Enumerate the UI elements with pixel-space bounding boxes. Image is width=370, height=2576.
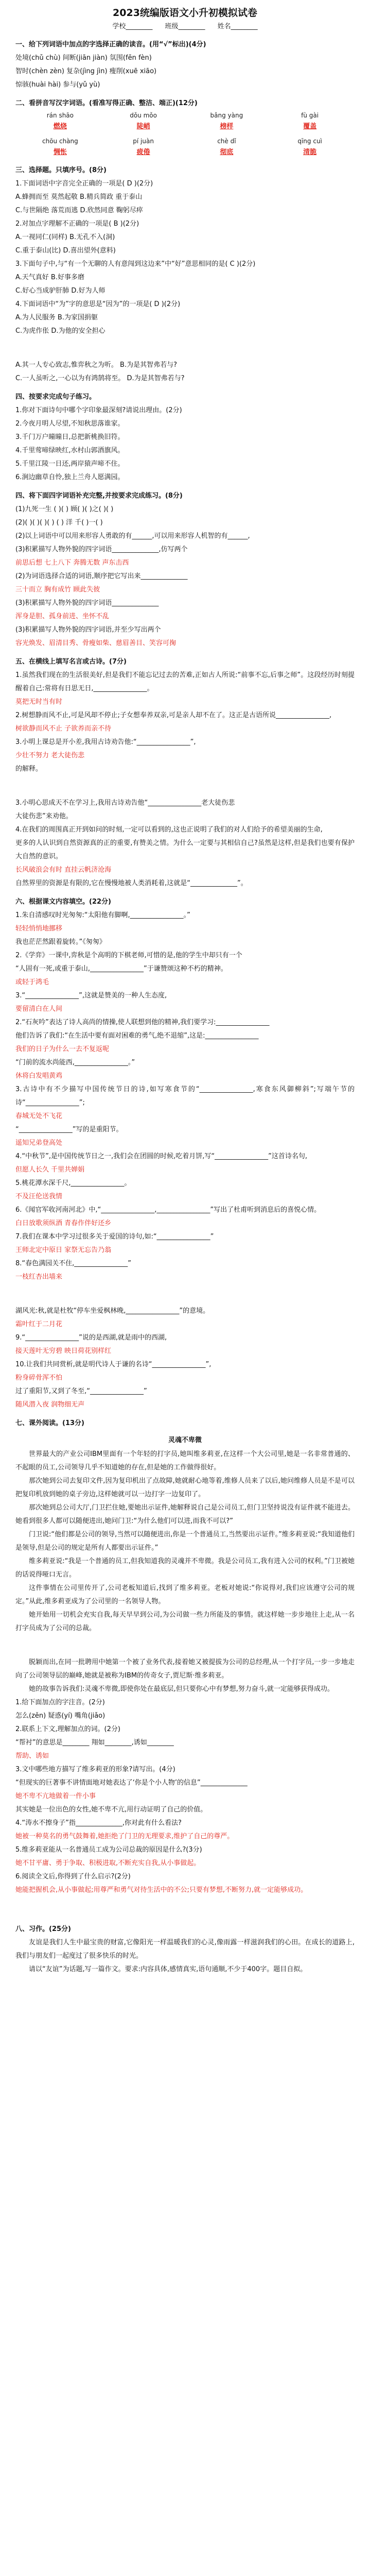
question: 3.“________________”,这就是赞美的一种人生态度, [15,992,167,999]
name-field: 姓名________ [217,23,258,30]
pinyin-row-2 [15,136,355,146]
section-3-heading: 三、选择题。只填序号。(8分) [15,166,107,174]
answer-text: 王师北定中原日 家祭无忘告乃翁 [15,1246,112,1254]
question: 2.“石灰吟”表达了诗人高尚的情操,使人联想到他的精神,我们要学习:________________ [15,1019,270,1026]
option-line: A.一视同仁(同样) B.无孔不入(洞) [15,233,115,241]
question: 3.下面句子中,与“有一个无聊的人有意闯到这边来”中“好”意思相同的是( C )(2分) [15,260,256,268]
question: (2)为词语选择合适的词语,顺序把它写出来______________ [15,572,188,580]
answer-text: 随风潜入夜 润物细无声 [15,1401,85,1409]
question: 其实她是一位出色的女性,她不卑不亢,用行动证明了自己的价值。 [15,1806,207,1814]
poem-line: 6.涧边幽草自怜,独上兰舟人愿满园。 [15,473,125,481]
answer-word: 惆怅 [53,148,67,156]
class-field: 班级________ [165,23,205,30]
story-title: 灵魂不卑微 [168,1436,202,1444]
answer-text: 长风破浪会有时 直挂云帆济沧海 [15,866,112,874]
question: 4.在我们的周围真正开到如问的时刻,一定可以看到的,这也正说明了我们的对人们给予的希望美丽的生命, [15,826,323,834]
answer-text: 一枝红杏出墙来 [15,1273,63,1281]
story-paragraph: 她的故事告诉我们:灵魂不卑微,即使你处在最底层,但只要你心中有梦想,努力奋斗,就一定能够获得成功。 [29,1685,334,1693]
option-line: A.蜂拥而至 莫然起敬 B.精兵简政 重于泰山 [15,193,143,201]
answer-text: 要留清白在人间 [15,1005,63,1013]
poem-line: 2.今夜月明人尽望,不知秋思落谁家。 [15,420,125,428]
answer-row-1 [15,121,355,133]
pinyin: rán shāo [46,112,74,119]
option-line: C.为虎作伥 D.为他的安全担心 [15,327,105,335]
poem-line: 3.千门万户曈曈日,总把新桃换旧符。 [15,433,125,441]
question: “但现实的巨著事不讲情面地对她表达了‘你是个小人物’的信息”______________ [15,1779,248,1787]
question: 3.小明上课总是开小差,我用古诗劝告他:“________________”, [15,738,196,746]
question: 的解释。 [15,765,43,773]
question: 7.我们在课本中学习过很多关于爱国的诗句,如:“________________” [15,1233,214,1241]
section-4-heading: 四、按要求完成句子练习。 [15,393,96,401]
answer-text: 她被一种莫名的勇气鼓舞着,她拒绝了门卫的无理要求,维护了自己的尊严。 [15,1833,234,1840]
question: 8.“春色满园关不住,________________” [15,1260,132,1267]
pinyin: chōu chàng [42,138,78,145]
answer-text: 帮助、诱如 [15,1752,49,1760]
answer-row-2 [15,146,355,159]
answer-text: 霜叶红于二月花 [15,1320,63,1328]
question: 2.《学弈》一课中,弈秋是个高明的下棋老师,可惜的是,他的学生中却只有一个 [15,952,242,959]
option-line: C.好心当成驴肝肺 D.好为人师 [15,287,105,295]
question: 更多的人认识到自然资源真的正的重要,有赞美之情。为什么一定要与其相信自己?虽然是这样,但是我们也要有保护大自然的意识。 [15,839,355,860]
school-field: 学校________ [112,23,153,30]
answer-text: 她能把握机会,从小事做起;用尊严和勇气对待生活中的不公;只要有梦想,不断努力,就一定能够成功。 [15,1886,308,1894]
question: 3.古诗中有不少描写中国传统节日的诗,如写寒食节的“________________,寒食东风御柳斜”;写端午节的诗“________________”; [15,1086,355,1107]
answer-word: 燃烧 [53,123,67,130]
answer-word: 陡峭 [136,123,150,130]
student-info [15,21,355,33]
story-paragraph: 世界最大的产业公司IBM里面有一个年轻的打字员,她叫维多莉亚,在这样一个大公司里,她是一名非常普通的、不起眼的员工,公司领导几乎不知道她的存在,但是她的工作做得很好。 [15,1450,355,1471]
question: (3)积累描写人物外貌的四字词语,并至少写出两个 [15,626,161,634]
question: 湖风光:秋,就是杜牧“停车坐爱枫林晚,________________”的意境。 [15,1307,210,1315]
section-1-heading: 一、给下列词语中加点的字选择正确的读音。(用“√”标出)(4分) [15,41,206,48]
question: 5.桃花潭水深千尺,________________。 [15,1179,131,1187]
question: 1.朱自清感叹时光匆匆:“太阳他有脚啊,________________。” [15,911,190,919]
essay-prompt: 友谊是我们人生中最宝贵的财富,它像阳光一样温暖我们的心灵,像雨露一样滋润我们的心田。在成长的道路上,我们与朋友们一起度过了很多快乐的时光。 [15,1939,355,1960]
answer-text: 春城无处不飞花 [15,1112,63,1120]
question: 怎么(zěn) 疑惑(yí) 嘴角(jiǎo) [15,1712,105,1720]
section-7-heading: 六、根据课文内容填空。(22分) [15,898,111,906]
story-paragraph: 这件事情在公司里传开了,公司老板知道后,找到了维多莉亚。老板对她说:“你说得对,我们应该遵守公司的规定。”从此,维多莉亚成为了公司里的一名领导人物。 [15,1584,355,1605]
answer-text: 但愿人长久 千里共婵娟 [15,1166,85,1174]
poem-line: 5.千里江陵一日还,两岸猿声啼不住。 [15,460,125,468]
question: (2)( )( )( )( ) ( ) 洋 千( )一( ) [15,519,103,527]
question: (1)九死一生 ( )( ) 顾( )( )之( )( ) [15,505,114,513]
answer-text: 不及汪伦送我情 [15,1193,63,1200]
story-paragraph: 维多莉亚说:“我是一个普通的员工,但我知道我的灵魂并不卑微。我是公司员工,我有进入公司的权利。”门卫被她的话说得哑口无言。 [15,1557,355,1579]
question: “帮衬”的意思是________ 翔如________,诱如________ [15,1739,174,1747]
question: 3.文中哪些地方描写了维多莉亚的形象?请写出。(4分) [15,1766,175,1773]
section-9-heading: 八、习作。(25分) [15,1925,71,1933]
answer-text: 接天莲叶无穷碧 映日荷花别样红 [15,1347,112,1355]
question: 1.虽然我们现在的生活很美好,但是我们不能忘记过去的苦难,正如古人所说:“前事不忘,后事之师”。这段经历时刻提醒着自己:常将有日思无日,________________。 [15,671,355,692]
option-line: C.重于泰山(比) D.喜出望外(意料) [15,247,116,255]
s1-line: 处境(chǔ chù) 间断(jiān jiàn) 氛围(fēn fèn) [15,54,152,62]
question: 4.下面词语中“为”字的意思是“因为”的一项是( D )(2分) [15,300,181,308]
question: “门前的流水尚能西,________________。” [15,1059,135,1066]
poem-line: 4.千里莺啼绿映红,水村山郭酒旗风。 [15,447,125,454]
section-5-heading: 四、将下面四字词语补充完整,并按要求完成练习。(8分) [15,492,183,500]
story-paragraph: 那次她到总公司大厅,门卫拦住她,要她出示证件,她解释说自己是公司员工,但门卫坚持说没有证件就不能进去。她看到很多人都可以随便进出,她问门卫:“为什么他们可以进,而我不可以?” [15,1504,355,1525]
exam-title: 2023统编版语文小升初模拟试卷 [113,7,257,19]
question: 1.你对下面诗句中哪个字印象最深刻?请说出理由。(2分) [15,406,182,414]
question: 10.让我们共同赏析,就是明代诗人于谦的名诗“________________”, [15,1361,212,1368]
option-line: C.与世隔绝 落荒而逃 D.欣然同意 鞠躬尽瘁 [15,207,143,214]
question: 2.联系上下文,理解加点的词。(2分) [15,1725,120,1733]
story-paragraph: 那次她到公司去复印文件,因为复印机出了点故障,她就耐心地等着,维修人员来了以后,她问维修人员是不是可以把复印机放到她的桌子旁边,这样她就可以一边打字一边复印了。 [15,1477,355,1498]
answer-text: 休将白发唱黄鸡 [15,1072,63,1080]
question: 过了重阳节,又到了冬至,“________________” [15,1387,147,1395]
section-8-heading: 七、课外阅读。(13分) [15,1419,84,1427]
answer-text: 遥知兄弟登高处 [15,1139,63,1147]
section-2-heading: 二、看拼音写汉字词语。(看准写得正确、整洁、端正)(12分) [15,99,198,107]
question: 6.《闻官军收河南河北》中,“________________,________________”写出了杜甫听到消息后的喜悦心情。 [15,1206,321,1214]
story-paragraph: 她开始用一切机会充实自我,每天早早到公司,为公司做一些力所能及的事情。就这样她一步步地往上走,从一名打字员成为了公司的总裁。 [15,1611,355,1632]
answer-text: 我们的日子为什么一去不复返呢 [15,1045,110,1053]
question: “________________”写的是重阳节。 [15,1126,123,1133]
option-line: A.天气真好 B.好事多磨 [15,274,84,281]
question: 4.“中秋节”,是中国传统节日之一,我们会在团圆的时候,吃着月饼,写“________________”这首诗名句, [15,1153,308,1160]
answer-text: 她不甘平庸、勇于争取、积极进取,不断充实自我,从小事做起。 [15,1859,201,1867]
answer-text: 容光焕发、眉清目秀、骨瘦如柴、慈眉善目、笑容可掬 [15,639,177,647]
option-line: C.一人虽听之,一心以为有鸿鹄将至。 D.为是其智弗若与? [15,375,185,382]
pinyin: dǒu mǒo [130,112,157,119]
question: 他们告诉了我们:“在生活中要有面对困难的勇气,绝不退缩”,这是:________________ [15,1032,259,1040]
question: (3)积累描写人物外貌的四字词语______________,仿写两个 [15,546,188,553]
question: (3)积累描写人物外貌的四字词语______________ [15,599,159,607]
pinyin: bǎng yàng [210,112,243,119]
story-paragraph: 门卫说:“他们都是公司的领导,当然可以随便进出,你是一个普通员工,当然要出示证件。”维多莉亚说:“我知道他们是领导,但是公司的规定是所有人都要出示证件。” [15,1531,355,1552]
question: 5.维多莉亚能从一名普通员工成为公司总裁的原因是什么?(3分) [15,1846,202,1854]
question: 大徒伤悲”来劝他。 [15,812,73,820]
answer-word: 彻底 [220,148,234,156]
answer-text: 白日放歌须纵酒 青春作伴好还乡 [15,1219,112,1227]
pinyin: fù gài [301,112,319,119]
question: 3.小明心思成天不在学习上,我用古诗劝告他“________________老大徒伤悲 [15,799,235,807]
question: (2)以上词语中可以用来形容人勇敢的有______,可以用来形容人机智的有______, [15,532,250,540]
answer-text: 粉身碎骨浑不怕 [15,1374,63,1382]
answer-text: 或轻于鸿毛 [15,978,49,986]
answer-text: 轻轻悄悄地挪移 [15,925,63,933]
question: 2.对加点字理解不正确的一项是( B )(2分) [15,220,139,228]
pinyin-row-1 [15,110,355,121]
essay-prompt: 请以“友谊”为话题,写一篇作文。要求:内容具体,感情真实,语句通顺,不少于400字。题目自拟。 [29,1965,307,1973]
answer-text: 莫把无时当有时 [15,698,63,706]
question: 自然界里的资源是有限的,它在慢慢地被人类消耗着,这就是“______________”。 [15,879,248,887]
question: 1.下面词语中字音完全正确的一项是( D )(2分) [15,180,153,188]
answer-text: 前思后想 七上八下 奔腾无数 声东击西 [15,559,129,567]
answer-text: 她不卑不亢地做着一件小事 [15,1792,96,1800]
s1-line: 惊骇(huài hài) 参与(yǔ yù) [15,81,100,89]
answer-text: 浑身是胆、孤身前进、坐怀不乱 [15,613,110,620]
question: 6.阅读全文后,你得到了什么启示?(2分) [15,1873,131,1880]
answer-word: 清脆 [303,148,317,156]
answer-text: 三十而立 胸有成竹 顾此失彼 [15,586,100,594]
pinyin: pí juàn [133,138,154,145]
story-paragraph: 脱颖而出,在同一批聘用中她第一个被了业务代表,接着她又被提拔为公司的总经理,从一个打字员,一步一步地走向了公司领导层的巅峰,她就是被称为IBM的传奇女子,贾尼斯·维多莉亚。 [15,1658,355,1680]
answer-text: 树欲静而风不止 子欲养而亲不待 [15,725,112,733]
question: 9.“________________”说的是西湖,就是雨中的西湖, [15,1334,167,1342]
option-line: A.其一人专心致志,惟弈秋之为听。 B.为是其智弗若与? [15,361,178,369]
question: 2.树想静而风不止,可是风却不停止;子女想奉养双亲,可是亲人却不在了。这正是古语所说________________, [15,711,332,719]
question: 1.给下面加点的字注音。(2分) [15,1699,105,1706]
pinyin: chè dǐ [217,138,236,145]
pinyin: qīng cuì [297,138,322,145]
question: 4.“涛水不擦身子”指______________,你对此有什么看法? [15,1819,182,1827]
s1-line: 智时(chèn zèn) 复杂(jìng jìn) 瘦削(xuē xiāo) [15,67,157,75]
answer-text: 少壮不努力 老大徒伤悲 [15,752,85,759]
section-6-heading: 五、在横线上填写名言或古诗。(7分) [15,658,127,666]
answer-word: 榜样 [220,123,234,130]
option-line: A.为人民服务 B.为家国捐躯 [15,314,98,321]
question: “人固有一死,或重于泰山,________________”于谦赞颂这种不朽的精神。 [15,965,227,973]
answer-word: 疲倦 [136,148,150,156]
answer-word: 覆盖 [303,123,317,130]
question: 我也茫茫然跟着旋转。”《匆匆》 [15,938,106,946]
